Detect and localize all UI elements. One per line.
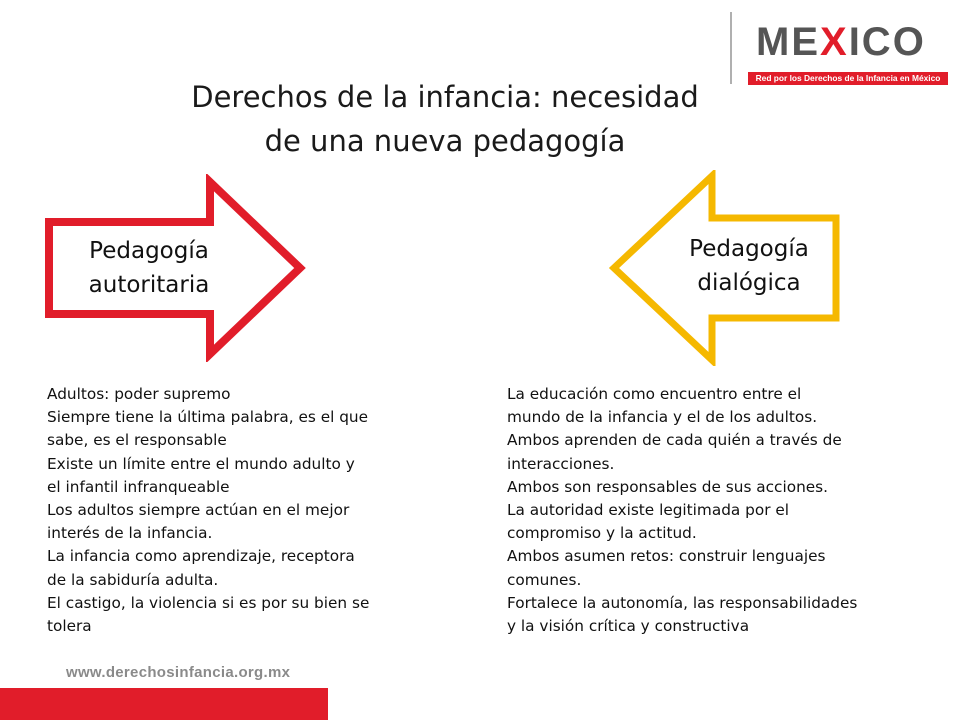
logo-divider [730,12,732,84]
text-line: Siempre tiene la última palabra, es el que [47,408,369,427]
text-line: Ambos aprenden de cada quién a través de [507,431,842,450]
text-line: sabe, es el responsable [47,431,227,450]
text-line: y la visión crítica y constructiva [507,617,750,636]
text-line: Ambos asumen retos: construir lenguajes [507,547,826,566]
authoritarian-label: Pedagogía autoritaria [88,238,210,298]
dialogic-arrow [608,170,840,366]
text-line: La autoridad existe legitimada por el [507,501,790,520]
title-line: de una nueva pedagogía [264,124,626,158]
logo-tagline: Red por los Derechos de la Infancia en México [748,72,948,85]
text-line: interacciones. [507,454,615,473]
text-line: La infancia como aprendizaje, receptora [47,547,355,566]
text-line: La educación como encuentro entre el [507,385,802,403]
text-line: Adultos: poder supremo [47,385,231,403]
text-line: el infantil infranqueable [47,477,230,496]
title-line: Derechos de la infancia: necesidad [191,80,699,114]
text-line: Ambos son responsables de sus acciones. [507,477,829,496]
text-line: Existe un límite entre el mundo adulto y [47,454,355,473]
text-line: Fortalece la autonomía, las responsabilidades [507,593,858,612]
slide-title [150,75,740,163]
logo-wordmark: MEXICO [756,20,926,64]
text-line: interés de la infancia. [47,524,213,543]
text-line: comunes. [507,570,582,589]
text-line: Los adultos siempre actúan en el mejor [47,501,350,520]
footer-accent-bar [0,688,328,720]
authoritarian-description [47,383,417,638]
dialogic-description [507,383,927,638]
text-line: de la sabiduría adulta. [47,570,219,589]
website-url[interactable]: www.derechosinfancia.org.mx [66,664,291,681]
dialogic-label: Pedagogía dialógica [689,236,809,296]
text-line: compromiso y la actitud. [507,524,697,543]
text-line: El castigo, la violencia si es por su bien se [47,593,370,612]
text-line: tolera [47,617,92,636]
text-line: mundo de la infancia y el de los adultos. [507,408,818,427]
organization-logo [730,12,950,92]
authoritarian-arrow [44,174,306,362]
